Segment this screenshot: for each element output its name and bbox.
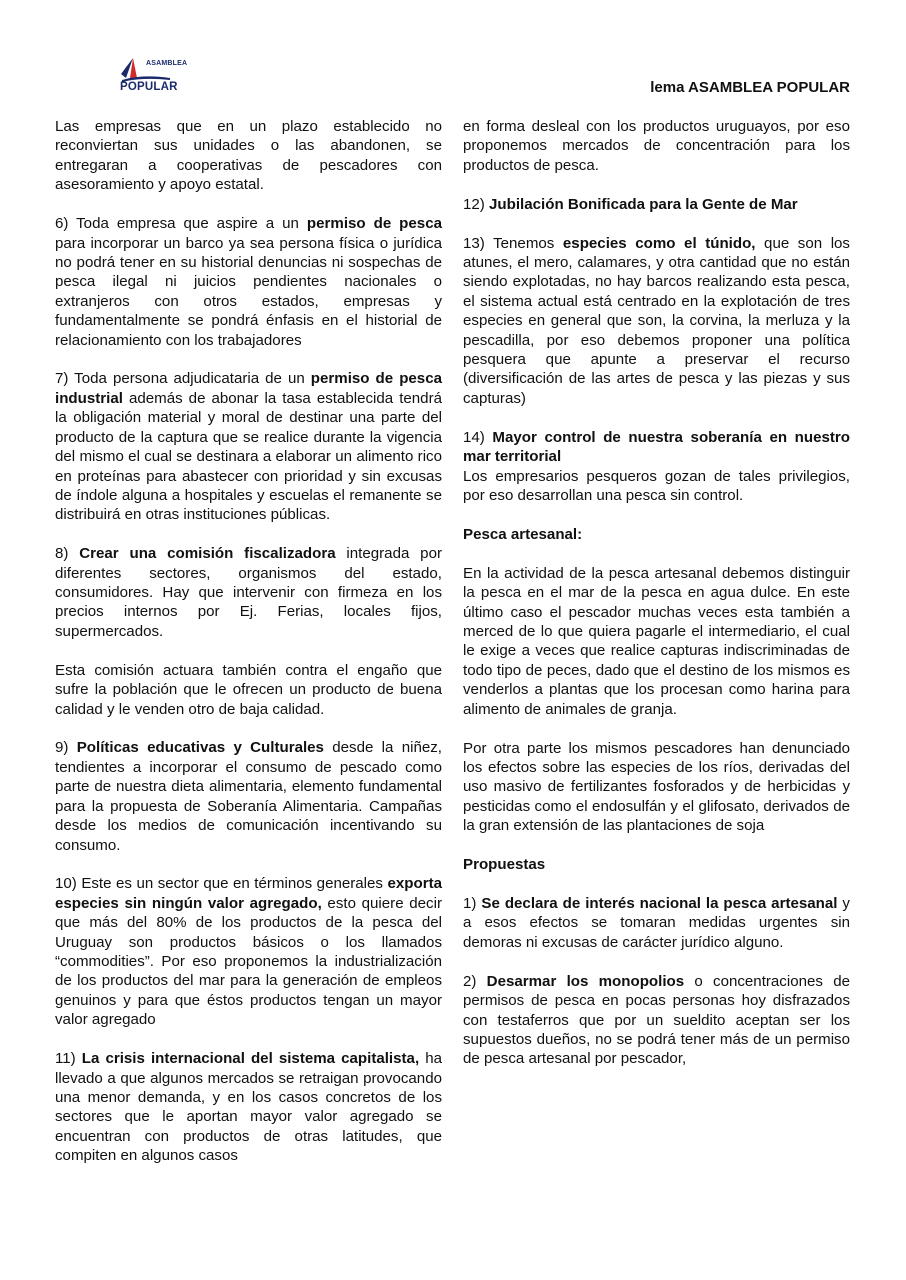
- paragraph-14: 14) Mayor control de nuestra soberanía en nuestro mar territorial Los empresarios pesqueros gozan de tales privilegios, por eso desarrollan una pesca sin control.: [463, 428, 851, 504]
- bold-permiso-de-pesca: permiso de pesca: [306, 215, 442, 233]
- bold-exporta-especies: exporta especies sin ningún valor agregado,: [55, 875, 442, 912]
- paragraph-11: 11) La crisis internacional del sistema capitalista, ha llevado a que algunos mercados se retraigan provocando una menor demanda, y en los casos concretos de los sectores que le aportan mayor valor agregado se encuentran con productos de otras latitudes, que compiten en algunos casos: [55, 1050, 442, 1165]
- bold-interes-nacional: Se declara de interés nacional la pesca artesanal: [481, 895, 838, 912]
- paragraph-8: 8) Crear una comisión fiscalizadora integrada por diferentes sectores, organismos del estado, consumidores. Hay que intervenir con firmeza en los precios internos por Ej. Ferias, locales fijos, supermercados.: [55, 545, 442, 640]
- paragraph-intro: Las empresas que en un plazo establecido no reconviertan sus unidades o las abandonen, se entregaran a cooperativas de pescadores con asesoramiento y apoyo estatal.: [55, 118, 442, 194]
- paragraph-11-continued: en forma desleal con los productos uruguayos, por eso proponemos mercados de concentración para los productos de pesca.: [463, 118, 850, 174]
- paragraph-12: 12) Jubilación Bonificada para la Gente de Mar: [463, 195, 798, 213]
- logo-text-big: POPULAR: [120, 81, 178, 93]
- paragraph-10: 10) Este es un sector que en términos generales exporta especies sin ningún valor agregado, esto quiere decir que más del 80% de los productos de la pesca del Uruguay son productos básicos o los llamados “commodities”. Por eso proponemos la industrialización de los productos del mar para la generación de empleos genuinos y para que éstos productos tengan un mayor valor agregado: [55, 875, 442, 1029]
- bold-permiso-pesca-industrial: permiso de pesca industrial: [55, 370, 442, 407]
- paragraph-artesanal-1: En la actividad de la pesca artesanal debemos distinguir la pesca en el mar de la pesca en agua dulce. En este último caso el pescador muchas veces esta también a merced de lo que quiera pagarle el intermediario, el cual le exige a veces que realice capturas indiscriminadas de todo tipo de peces, dado que el destino de los mismos es venderlos a plantas que los procesan como harina para alimento de animales de granja.: [463, 564, 850, 718]
- paragraph-7: 7) Toda persona adjudicataria de un permiso de pesca industrial además de abonar la tasa establecida tendrá la obligación material y moral de destinar una parte del producto de la captura que se realice durante la vigencia del mismo el cual se destinara a elaborar un alimento rico en proteínas para abastecer con prioridad y sin excusas de índole alguna a hospitales y escuelas el remanente se distribuirá en otras instituciones públicas.: [55, 370, 442, 524]
- heading-propuestas: Propuestas: [463, 856, 546, 874]
- left-column: [55, 117, 442, 1185]
- bold-crisis-internacional: La crisis internacional del sistema capitalista,: [81, 1050, 420, 1068]
- logo-text-small: ASAMBLEA: [146, 60, 188, 67]
- paragraph-8-continued: Esta comisión actuara también contra el engaño que sufre la población que le ofrecen un producto de buena calidad y le venden otro de baja calidad.: [55, 661, 442, 718]
- asamblea-popular-logo: [118, 56, 188, 98]
- paragraph-9: 9) Políticas educativas y Culturales desde la niñez, tendientes a incorporar el consumo de pescado como parte de nuestra dieta alimentaria, elemento fundamental para la propuesta de Soberanía Alimentaria. Campañas desde los medios de comunicación incentivando su consumo.: [55, 739, 443, 854]
- paragraph-6: 6) Toda empresa que aspire a un permiso de pesca para incorporar un barco ya sea persona física o jurídica no podrá tener en su historial denuncias ni sospechas de pesca ilegal ni juicios pendientes nacionales o extranjeros con otros estados, empresas y fundamentalmente se pondrá énfasis en el historial de relacionamiento con los trabajadores: [55, 215, 442, 349]
- bold-politicas-educativas: Políticas educativas y Culturales: [76, 739, 324, 757]
- page-header-title: lema ASAMBLEA POPULAR: [650, 79, 850, 96]
- heading-pesca-artesanal: Pesca artesanal:: [463, 525, 583, 543]
- proposal-1: 1) Se declara de interés nacional la pesca artesanal y a esos efectos se tomaran medidas urgentes sin demoras ni excusas de carácter jurídico alguno.: [463, 895, 850, 951]
- bold-especies-tunido: especies como el túnido,: [562, 234, 756, 252]
- paragraph-13: 13) Tenemos especies como el túnido, que son los atunes, el mero, calamares, y otra cantidad que no están siendo explotadas, no hay barcos realizando esta pesca, el sistema actual está centrado en la explotación de tres especies en general que son, la corvina, la merluza y la pescadilla, por eso debemos proponer una política pesquera que apunte a preservar el recurso (diversificación de las artes de pesca y las piezas y sus capturas): [463, 234, 850, 407]
- bold-jubilacion-bonificada: Jubilación Bonificada para la Gente de Mar: [489, 195, 798, 213]
- bold-mayor-control: Mayor control de nuestra soberanía en nuestro mar territorial: [463, 428, 851, 466]
- proposal-2: 2) Desarmar los monopolios o concentraciones de permisos de pesca en pocas personas hoy disfrazados con testaferros que por un sueldito aceptan ser los supuestos dueños, no se podrá tener más de un permiso de pesca artesanal por pescador,: [463, 972, 850, 1068]
- paragraph-artesanal-2: Por otra parte los mismos pescadores han denunciado los efectos sobre las especies de los ríos, derivadas del uso masivo de fertilizantes fosforados y de herbicidas y pesticidas como el endosulfán y el glifosato, derivados de la gran extensión de las plantaciones de soja: [463, 739, 850, 835]
- bold-comision-fiscalizadora: Crear una comisión fiscalizadora: [79, 545, 336, 563]
- right-column: [463, 117, 850, 1088]
- bold-desarmar-monopolios: Desarmar los monopolios: [486, 972, 685, 990]
